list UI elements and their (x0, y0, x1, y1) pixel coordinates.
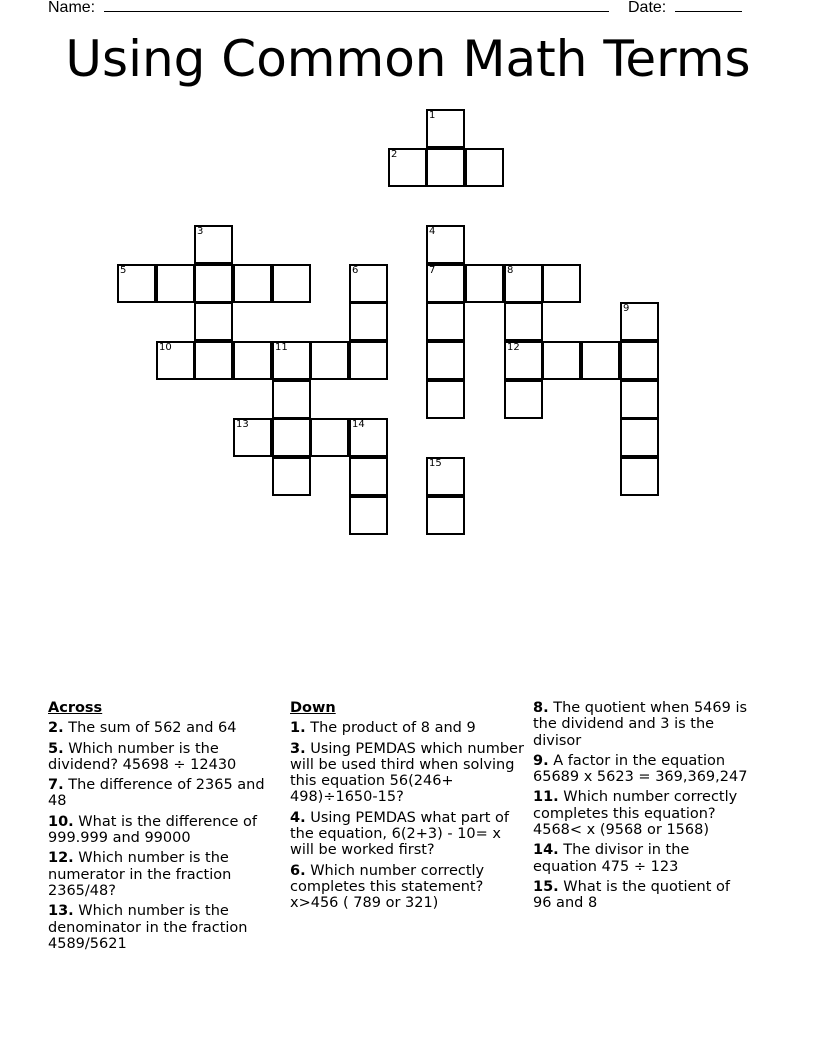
clue-across-13: 13. Which number is the denominator in the fraction 4589/5621 (48, 903, 248, 952)
clue-number: 2 (391, 149, 398, 160)
name-label: Name: (48, 0, 96, 16)
clue-number: 7 (429, 265, 436, 276)
grid-cell[interactable] (156, 341, 195, 380)
grid-cell[interactable] (426, 341, 465, 380)
date-label: Date: (628, 0, 667, 16)
grid-cell[interactable] (233, 264, 272, 303)
grid-cell[interactable] (272, 380, 311, 419)
grid-cell[interactable] (117, 264, 156, 303)
grid-cell[interactable] (233, 418, 272, 457)
clue-across-12: 12. Which number is the numerator in the fraction 2365/48? (48, 850, 232, 899)
clue-number: 9 (623, 303, 630, 314)
clue-number: 11 (275, 342, 288, 353)
clue-down-9: 9. A factor in the equation 65689 x 5623 = 369,369,247 (533, 752, 748, 786)
grid-cell[interactable] (426, 457, 465, 496)
grid-cell[interactable] (426, 496, 465, 535)
clue-down-14: 14. The divisor in the equation 475 ÷ 123 (533, 842, 690, 875)
clue-number: 10 (159, 342, 172, 353)
grid-cell[interactable] (272, 457, 311, 496)
grid-cell[interactable] (542, 264, 581, 303)
grid-cell[interactable] (426, 148, 465, 187)
grid-cell[interactable] (426, 380, 465, 419)
grid-cell[interactable] (310, 341, 349, 380)
grid-cell[interactable] (349, 418, 388, 457)
clue-across-10: 10. What is the difference of 999.999 and 99000 (48, 813, 257, 847)
grid-cell[interactable] (426, 225, 465, 264)
clue-across-7: 7. The difference of 2365 and 48 (48, 777, 265, 810)
grid-cell[interactable] (620, 457, 659, 496)
clue-down-8: 8. The quotient when 5469 is the dividend and 3 is the divisor (533, 700, 748, 749)
grid-cell[interactable] (504, 264, 543, 303)
grid-cell[interactable] (426, 109, 465, 148)
across-heading: Across (48, 700, 103, 716)
grid-cell[interactable] (272, 341, 311, 380)
clue-number: 6 (352, 265, 359, 276)
grid-cell[interactable] (465, 148, 504, 187)
grid-cell[interactable] (194, 225, 233, 264)
page-title: Using Common Math Terms (65, 30, 751, 88)
grid-cell[interactable] (388, 148, 427, 187)
grid-cell[interactable] (310, 418, 349, 457)
grid-cell[interactable] (542, 341, 581, 380)
clue-number: 12 (507, 342, 520, 353)
grid-cell[interactable] (272, 264, 311, 303)
grid-cell[interactable] (349, 341, 388, 380)
clue-down-1: 1. The product of 8 and 9 (290, 720, 476, 737)
clue-number: 13 (236, 419, 249, 430)
grid-cell[interactable] (194, 302, 233, 341)
clue-number: 5 (120, 265, 127, 276)
grid-cell[interactable] (426, 302, 465, 341)
grid-cell[interactable] (504, 380, 543, 419)
grid-cell[interactable] (581, 341, 620, 380)
clue-down-6: 6. Which number correctly completes this statement? x>456 ( 789 or 321) (290, 862, 485, 912)
grid-cell[interactable] (465, 264, 504, 303)
across-clues (48, 700, 274, 956)
grid-cell[interactable] (620, 341, 659, 380)
grid-cell[interactable] (349, 496, 388, 535)
clue-number: 14 (352, 419, 365, 430)
grid-cell[interactable] (620, 380, 659, 419)
grid-cell[interactable] (504, 341, 543, 380)
grid-cell[interactable] (349, 302, 388, 341)
down-clues-continued (533, 700, 748, 916)
clue-number: 4 (429, 226, 436, 237)
clue-down-15: 15. What is the quotient of 96 and 8 (533, 878, 730, 912)
grid-cell[interactable] (620, 418, 659, 457)
clue-across-5: 5. Which number is the dividend? 45698 ÷ 12430 (48, 740, 237, 773)
grid-cell[interactable] (504, 302, 543, 341)
clue-down-3: 3. Using PEMDAS which number will be used third when solving this equation 56(246+ 498)÷1650-15? (290, 740, 524, 806)
grid-cell[interactable] (194, 341, 233, 380)
grid-cell[interactable] (272, 418, 311, 457)
clue-number: 15 (429, 458, 442, 469)
clue-number: 3 (197, 226, 204, 237)
clue-down-4: 4. Using PEMDAS what part of the equation, 6(2+3) - 10= x will be worked first? (290, 809, 510, 859)
grid-cell[interactable] (426, 264, 465, 303)
grid-cell[interactable] (349, 457, 388, 496)
clue-number: 1 (429, 110, 436, 121)
grid-cell[interactable] (233, 341, 272, 380)
down-clues (290, 700, 524, 916)
grid-cell[interactable] (349, 264, 388, 303)
grid-cell[interactable] (620, 302, 659, 341)
clue-number: 8 (507, 265, 514, 276)
clue-down-11: 11. Which number correctly completes this equation? 4568< x (9568 or 1568) (533, 789, 738, 839)
grid-cell[interactable] (194, 264, 233, 303)
grid-cell[interactable] (156, 264, 195, 303)
clue-across-2: 2. The sum of 562 and 64 (48, 720, 237, 737)
down-heading: Down (290, 700, 336, 716)
